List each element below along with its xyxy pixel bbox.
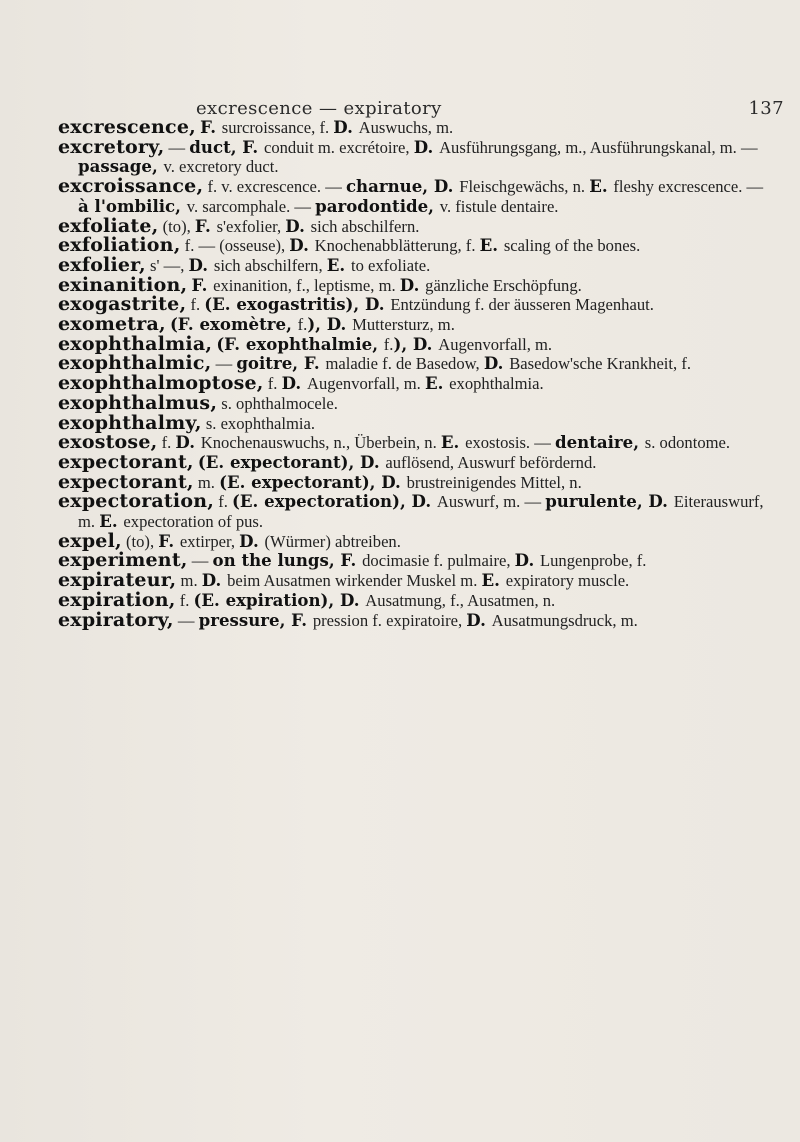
entry-text: — xyxy=(215,354,237,374)
entry-text: exophthalmia. xyxy=(449,374,544,394)
entry-text: exinanition, f., leptisme, m. xyxy=(213,275,400,295)
entry-text: (to), xyxy=(162,216,195,236)
running-header xyxy=(196,98,784,120)
entry-text: auflösend, Auswurf befördernd. xyxy=(385,452,597,472)
entry-headword: exfolier, xyxy=(58,253,146,276)
entry-text: s. ophthalmocele. xyxy=(221,393,338,413)
entry-bold-term: parodontide, xyxy=(315,195,440,216)
entry-text: Eiterauswurf, m. xyxy=(78,492,764,532)
entry-text: — xyxy=(177,610,199,630)
entry-text: Knochenauswuchs, n., Überbein, n. xyxy=(200,433,441,453)
entry-bold-term: ), D. xyxy=(307,314,353,335)
entry-bold-term: duct, F. xyxy=(189,136,264,157)
entry-headword: expiratory, xyxy=(58,608,174,631)
entry-headword: exophthalmic, xyxy=(58,352,212,375)
entry-text: f. xyxy=(383,334,394,354)
entry-text: f. xyxy=(161,433,176,453)
entry-bold-term: D. xyxy=(399,274,426,295)
entry-bold-term: purulente, D. xyxy=(545,491,674,512)
entry-text: — xyxy=(168,137,190,157)
entry-bold-term: E. xyxy=(99,511,124,532)
entry-text: s. exophthalmia. xyxy=(205,413,316,433)
entry-text: m. xyxy=(180,571,202,591)
entry-bold-term: D. xyxy=(188,254,214,275)
entry-text: surcroissance, f. xyxy=(221,118,334,137)
entry-text: Fleischgewächs, n. xyxy=(459,177,590,197)
entry-text: Ausatmung, f., Ausatmen, n. xyxy=(365,590,556,610)
dictionary-entry xyxy=(58,411,764,434)
entry-bold-term: D. xyxy=(175,432,201,453)
entry-headword: exfoliation, xyxy=(58,234,181,257)
entry-headword: exfoliate, xyxy=(58,214,159,237)
entry-text: Lungenprobe, f. xyxy=(540,551,647,571)
dictionary-entry xyxy=(58,492,764,531)
entry-headword: exophthalmus, xyxy=(58,391,218,414)
entry-bold-term: (F. exomètre, xyxy=(169,314,298,335)
entry-bold-term: à l'ombilic, xyxy=(78,195,187,216)
entry-text: Ausatmungsdruck, m. xyxy=(491,610,638,630)
entry-text: sich abschilfern. xyxy=(310,216,420,236)
entry-text: Muttersturz, m. xyxy=(352,315,455,335)
entry-bold-term: goitre, F. xyxy=(236,353,326,374)
entry-text: pression f. expiratoire, xyxy=(312,610,467,630)
entry-text: s'exfolier, xyxy=(216,216,286,236)
entry-headword: experiment, xyxy=(58,549,188,572)
entry-text: extirper, xyxy=(179,531,240,551)
entry-headword: exophthalmia, xyxy=(58,332,213,355)
entry-bold-term: ), D. xyxy=(393,333,439,354)
entry-text: Augenvorfall, m. xyxy=(438,334,553,354)
entry-text: Augenvorfall, m. xyxy=(306,374,425,394)
entry-headword: exophthalmoptose, xyxy=(58,372,264,395)
entry-text: m. xyxy=(197,472,220,492)
entry-text: exostosis. — xyxy=(465,433,555,453)
entry-text: fleshy excrescence. — xyxy=(613,177,764,197)
entry-bold-term: F. xyxy=(191,274,214,295)
entry-text: maladie f. de Basedow, xyxy=(325,354,484,374)
entry-text: — xyxy=(191,551,213,571)
entry-headword: expectorant, xyxy=(58,470,194,493)
entry-bold-term: (E. exogastritis), D. xyxy=(204,294,391,315)
entry-bold-term: (E. expectoration), D. xyxy=(232,491,437,512)
entry-text: brustreinigendes Mittel, n. xyxy=(406,472,582,492)
entry-bold-term: E. xyxy=(481,570,506,591)
entry-text: Auswurf, m. — xyxy=(436,492,546,512)
entry-headword: expiration, xyxy=(58,588,176,611)
entry-bold-term: D. xyxy=(281,373,307,394)
entry-text: beim Ausatmen wirkender Muskel m. xyxy=(227,571,482,591)
entry-bold-term: passage, xyxy=(78,156,164,177)
entry-text: s' —, xyxy=(150,255,189,275)
entry-bold-term: D. xyxy=(333,117,359,137)
entry-bold-term: E. xyxy=(440,432,466,453)
entry-text: sich abschilfern, xyxy=(213,255,327,275)
dictionary-entry xyxy=(58,608,764,631)
entry-bold-term: F. xyxy=(158,530,180,551)
entry-bold-term: D. xyxy=(289,235,315,256)
entry-text: Entzündung f. der äusseren Magenhaut. xyxy=(390,295,654,315)
entry-headword: excrescence, xyxy=(58,116,196,138)
entry-headword: expirateur, xyxy=(58,569,177,592)
entry-text: to exfoliate. xyxy=(350,255,431,275)
entry-text: gänzliche Erschöpfung. xyxy=(425,275,582,295)
entry-bold-term: (E. expiration), D. xyxy=(193,589,366,610)
entry-headword: excretory, xyxy=(58,135,165,158)
entry-bold-term: F. xyxy=(200,117,222,137)
entry-list xyxy=(58,118,764,630)
entry-text: (to), xyxy=(125,531,159,551)
dictionary-entry xyxy=(58,177,764,216)
entry-bold-term: E. xyxy=(424,373,450,394)
entry-bold-term: D. xyxy=(285,215,311,236)
entry-bold-term: E. xyxy=(479,235,504,256)
entry-text: (Würmer) abtreiben. xyxy=(264,531,401,551)
entry-headword: expectoration, xyxy=(58,490,215,513)
entry-bold-term: (E. expectorant), D. xyxy=(219,471,407,492)
entry-headword: exostose, xyxy=(58,431,158,454)
entry-bold-term: (F. exophthalmie, xyxy=(216,333,384,354)
entry-bold-term: E. xyxy=(326,254,351,275)
entry-text: Basedow'sche Krankheit, f. xyxy=(509,354,691,374)
entry-bold-term: D. xyxy=(413,136,440,157)
entry-text: conduit m. excrétoire, xyxy=(263,137,414,157)
entry-text: expiratory muscle. xyxy=(505,571,630,591)
entry-bold-term: pressure, F. xyxy=(198,609,313,630)
entry-text: expectoration of pus. xyxy=(123,512,264,532)
page-number: 137 xyxy=(748,98,784,119)
entry-text: f. xyxy=(297,315,308,335)
entry-headword: excroissance, xyxy=(58,175,204,198)
entry-text: f. xyxy=(218,492,233,512)
dictionary-entry xyxy=(58,135,764,177)
entry-bold-term: E. xyxy=(589,176,614,197)
entry-text: f. xyxy=(179,590,194,610)
entry-text: Knochenabblätterung, f. xyxy=(314,236,480,256)
entry-bold-term: D. xyxy=(201,570,228,591)
entry-text: Auswuchs, m. xyxy=(358,118,454,137)
entry-text: f. v. excrescence. — xyxy=(207,177,346,197)
entry-bold-term: D. xyxy=(514,550,540,571)
entry-text: f. xyxy=(267,374,282,394)
entry-headword: exogastrite, xyxy=(58,293,187,316)
entry-headword: exometra, xyxy=(58,313,166,336)
entry-bold-term: charnue, D. xyxy=(345,176,460,197)
dictionary-entry xyxy=(58,236,764,256)
entry-headword: expel, xyxy=(58,529,122,552)
entry-bold-term: D. xyxy=(466,609,492,630)
entry-text: v. fistule dentaire. xyxy=(439,196,559,216)
entry-bold-term: dentaire, xyxy=(554,432,645,453)
running-title: excrescence — expiratory xyxy=(196,98,442,119)
entry-text: docimasie f. pulmaire, xyxy=(362,551,515,571)
entry-text: Ausführungsgang, m., Ausführungskanal, m. — xyxy=(439,137,758,157)
entry-headword: exinanition, xyxy=(58,273,188,296)
entry-text: f. xyxy=(190,295,205,315)
entry-text: v. excretory duct. xyxy=(163,157,279,177)
entry-text: s. odontome. xyxy=(644,433,731,453)
entry-headword: expectorant, xyxy=(58,450,194,473)
entry-headword: exophthalmy, xyxy=(58,411,202,434)
entry-bold-term: F. xyxy=(194,215,217,236)
entry-bold-term: D. xyxy=(239,530,265,551)
entry-bold-term: D. xyxy=(483,353,510,374)
entry-bold-term: (E. expectorant), D. xyxy=(197,451,386,472)
entry-bold-term: on the lungs, F. xyxy=(212,550,363,571)
entry-text: f. — (osseuse), xyxy=(184,236,290,256)
entry-text: v. sarcomphale. — xyxy=(186,196,316,216)
entry-text: scaling of the bones. xyxy=(503,236,641,256)
